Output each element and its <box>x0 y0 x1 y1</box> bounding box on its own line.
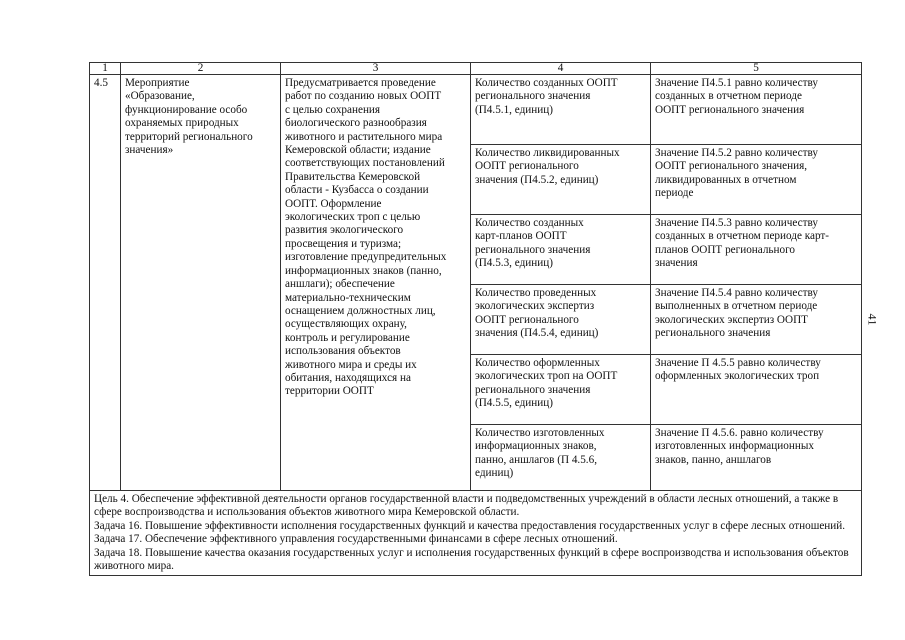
goals-row <box>90 491 862 576</box>
event-description: Предусматривается проведение работ по созданию новых ООПТ с целью сохранения биологического разнообразия животного и растительного мира Кемеровской области; издание соответствующих постановлений Правительства Кемеровской области - Кузбасса о создании ООПТ. Оформление экологических троп с целью развития экологического просвещения и туризма; изготовление предупредительных информационных знаков (панно, аншлаги); обеспечение материально-техническим оснащением должностных лиц, осуществляющих охрану, контроль и регулирование использования объектов животного мира и среды их обитания, находящихся на территории ООПТ <box>281 75 471 491</box>
page-number: 41 <box>865 313 880 326</box>
indicator-name: Количество изготовленных информационных знаков, панно, аншлагов (П 4.5.6, единиц) <box>471 425 651 491</box>
indicator-value: Значение П 4.5.5 равно количеству оформленных экологических троп <box>651 355 862 425</box>
task-text: Задача 16. Повышение эффективности исполнения государственных функций и качества предоставления государственных услуг в сфере лесных отношений. <box>94 519 846 532</box>
column-number: 1 <box>90 63 121 75</box>
indicator-value: Значение П4.5.4 равно количеству выполненных в отчетном периоде экологических экспертиз ООПТ регионального значения <box>651 285 862 355</box>
indicators-table <box>89 62 862 576</box>
indicator-name: Количество ликвидированных ООПТ регионального значения (П4.5.2, единиц) <box>471 145 651 215</box>
event-title: Мероприятие «Образование, функционирование особо охраняемых природных территорий регионального значения» <box>121 75 281 491</box>
indicator-value: Значение П 4.5.6. равно количеству изготовленных информационных знаков, панно, аншлагов <box>651 425 862 491</box>
column-numbers-row <box>90 63 862 75</box>
column-number: 2 <box>121 63 281 75</box>
indicator-name: Количество созданных карт-планов ООПТ регионального значения (П4.5.3, единиц) <box>471 215 651 285</box>
indicator-value: Значение П4.5.3 равно количеству созданных в отчетном периоде карт- планов ООПТ регионального значения <box>651 215 862 285</box>
indicator-name: Количество оформленных экологических троп на ООПТ регионального значения (П4.5.5, единиц) <box>471 355 651 425</box>
goals-cell <box>90 491 862 576</box>
task-text: Задача 18. Повышение качества оказания государственных услуг и исполнения государственных функций в сфере воспроизводства и использования объектов животного мира. <box>94 546 849 573</box>
indicator-value: Значение П4.5.2 равно количеству ООПТ регионального значения, ликвидированных в отчетном периоде <box>651 145 862 215</box>
table-row <box>90 75 862 145</box>
column-number: 5 <box>651 63 862 75</box>
task-text: Задача 17. Обеспечение эффективного управления государственными финансами в сфере лесных отношений. <box>94 533 618 546</box>
indicator-name: Количество созданных ООПТ регионального значения (П4.5.1, единиц) <box>471 75 651 145</box>
column-number: 4 <box>471 63 651 75</box>
row-number: 4.5 <box>90 75 121 491</box>
goal-text: Цель 4. Обеспечение эффективной деятельности органов государственной власти и подведомственных учреждений в области лесных отношений, а также в сфере воспроизводства и использования объектов животного мира Кемеровской области. <box>94 493 839 519</box>
indicator-name: Количество проведенных экологических экспертиз ООПТ регионального значения (П4.5.4, единиц) <box>471 285 651 355</box>
column-number: 3 <box>281 63 471 75</box>
indicator-value: Значение П4.5.1 равно количеству созданных в отчетном периоде ООПТ регионального значения <box>651 75 862 145</box>
